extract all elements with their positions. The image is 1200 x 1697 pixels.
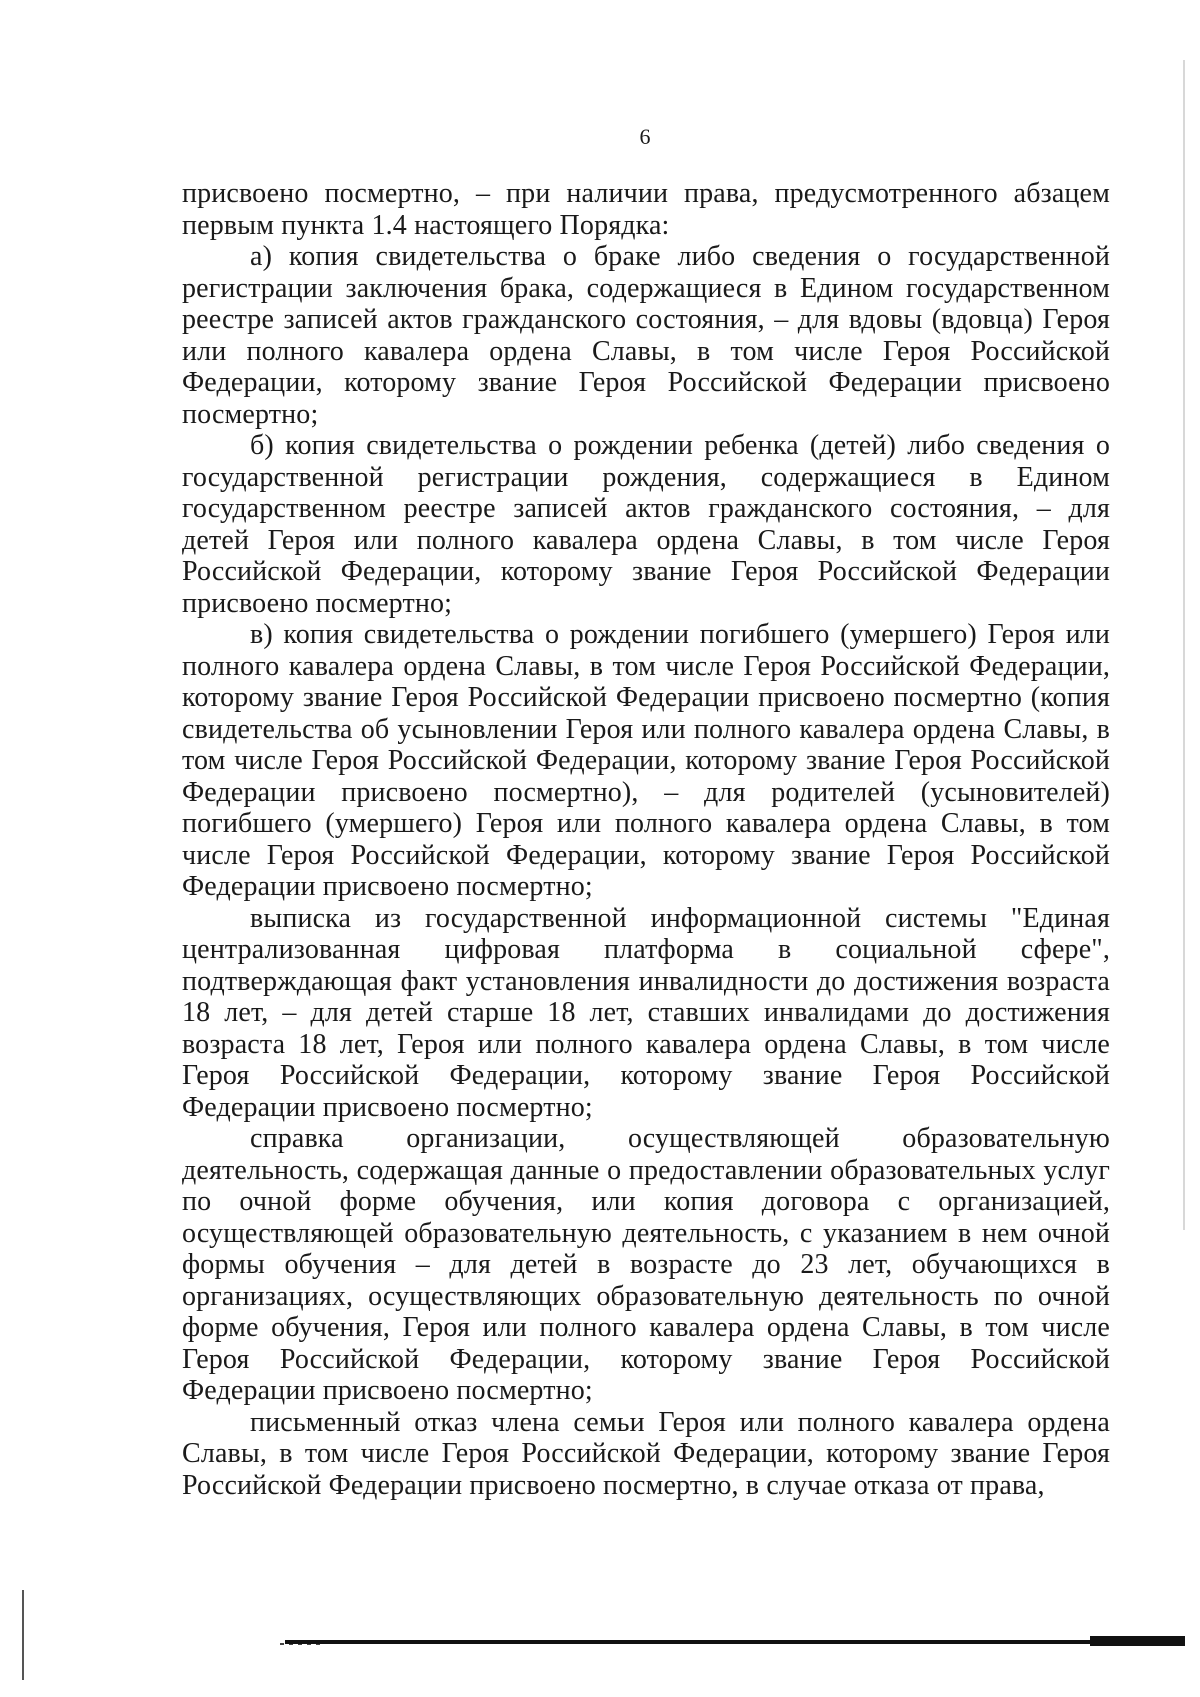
paragraph-continuation: присвоено посмертно, – при наличии права, предусмотренного абзацем первым пункта 1.4 настоящего Порядка: — [182, 178, 1110, 241]
paragraph-certificate: справка организации, осуществляющей образовательную деятельность, содержащая данные о предоставлении образовательных услуг по очной форме обучения, или копия договора с организацией, осуществляющей образовательную деятельность, с указанием в нем очной формы обучения – для детей в возрасте до 23 лет, обучающихся в организациях, осуществляющих образовательную деятельность по очной форме обучения, Героя или полного кавалера ордена Славы, в том числе Героя Российской Федерации, которому звание Героя Российской Федерации присвоено посмертно; — [182, 1123, 1110, 1406]
paragraph-item-b: б) копия свидетельства о рождении ребенка (детей) либо сведения о государственной регистрации рождения, содержащиеся в Едином государственном реестре записей актов гражданского состояния, – для детей Героя или полного кавалера ордена Славы, в том числе Героя Российской Федерации, которому звание Героя Российской Федерации присвоено посмертно; — [182, 430, 1110, 619]
page-number: 6 — [639, 124, 651, 149]
paragraph-refusal: письменный отказ члена семьи Героя или полного кавалера ордена Славы, в том числе Героя Российской Федерации, которому звание Героя Российской Федерации присвоено посмертно, в случае отказа от права, — [182, 1406, 1110, 1501]
scan-edge-left — [22, 1590, 24, 1680]
paragraph-item-v: в) копия свидетельства о рождении погибшего (умершего) Героя или полного кавалера ордена Славы, в том числе Героя Российской Федерации, которому звание Героя Российской Федерации присвоено посмертно (копия свидетельства об усыновлении Героя или полного кавалера ордена Славы, в том числе Героя Российской Федерации, которому звание Героя Российской Федерации присвоено посмертно), – для родителей (усыновителей) погибшего (умершего) Героя или полного кавалера ордена Славы, в том числе Героя Российской Федерации, которому звание Героя Российской Федерации присвоено посмертно; — [182, 619, 1110, 902]
document-body — [182, 178, 1110, 1501]
paragraph-extract: выписка из государственной информационной системы "Единая централизованная цифровая платформа в социальной сфере", подтверждающая факт установления инвалидности до достижения возраста 18 лет, – для детей старше 18 лет, ставших инвалидами до достижения возраста 18 лет, Героя или полного кавалера ордена Славы, в том числе Героя Российской Федерации, которому звание Героя Российской Федерации присвоено посмертно; — [182, 902, 1110, 1123]
scan-edge-bottom-mark — [1090, 1636, 1185, 1646]
paragraph-item-a: а) копия свидетельства о браке либо сведения о государственной регистрации заключения брака, содержащиеся в Едином государственном реестре записей актов гражданского состояния, – для вдовы (вдовца) Героя или полного кавалера ордена Славы, в том числе Героя Российской Федерации, которому звание Героя Российской Федерации присвоено посмертно; — [182, 241, 1110, 430]
scan-edge-right — [1183, 60, 1185, 1230]
scan-edge-bottom — [285, 1640, 1185, 1644]
